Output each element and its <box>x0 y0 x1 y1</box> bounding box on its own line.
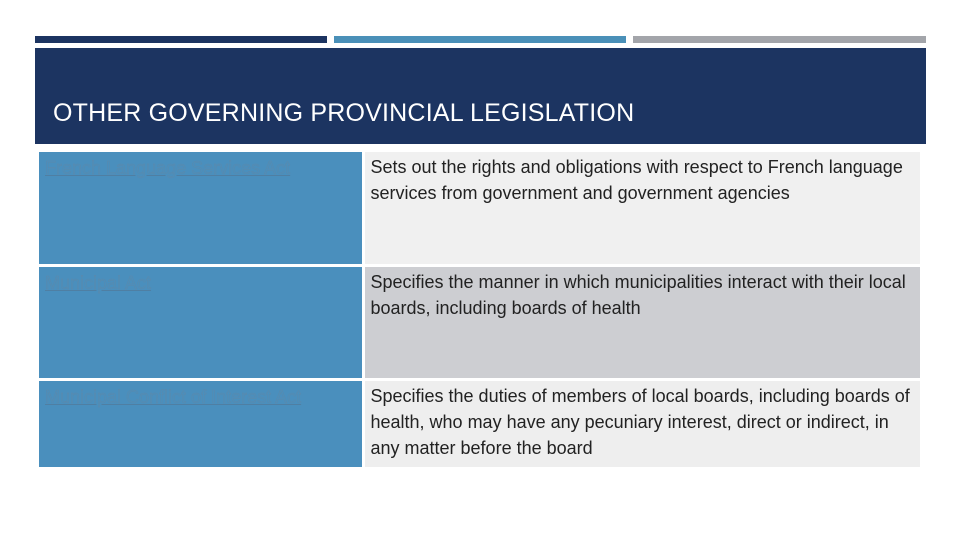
table-row <box>39 266 920 380</box>
page-title: OTHER GOVERNING PROVINCIAL LEGISLATION <box>53 99 635 127</box>
accent-bar-gray <box>633 36 926 43</box>
table-row <box>39 380 920 468</box>
accent-bar-blue <box>334 36 626 43</box>
legislation-name[interactable]: Municipal Act <box>39 266 363 380</box>
accent-bar-navy <box>35 36 327 43</box>
legislation-name[interactable]: Municipal Conflict of Interest Act <box>39 380 363 468</box>
legislation-description: Specifies the manner in which municipalities interact with their local boards, including boards of health <box>363 266 920 380</box>
legislation-table <box>39 152 920 467</box>
legislation-name[interactable]: French Language Services Act <box>39 152 363 266</box>
title-banner <box>35 48 926 144</box>
table-row <box>39 152 920 266</box>
legislation-description: Specifies the duties of members of local boards, including boards of health, who may have any pecuniary interest, direct or indirect, in any matter before the board <box>363 380 920 468</box>
legislation-description: Sets out the rights and obligations with respect to French language services from government and government agencies <box>363 152 920 266</box>
